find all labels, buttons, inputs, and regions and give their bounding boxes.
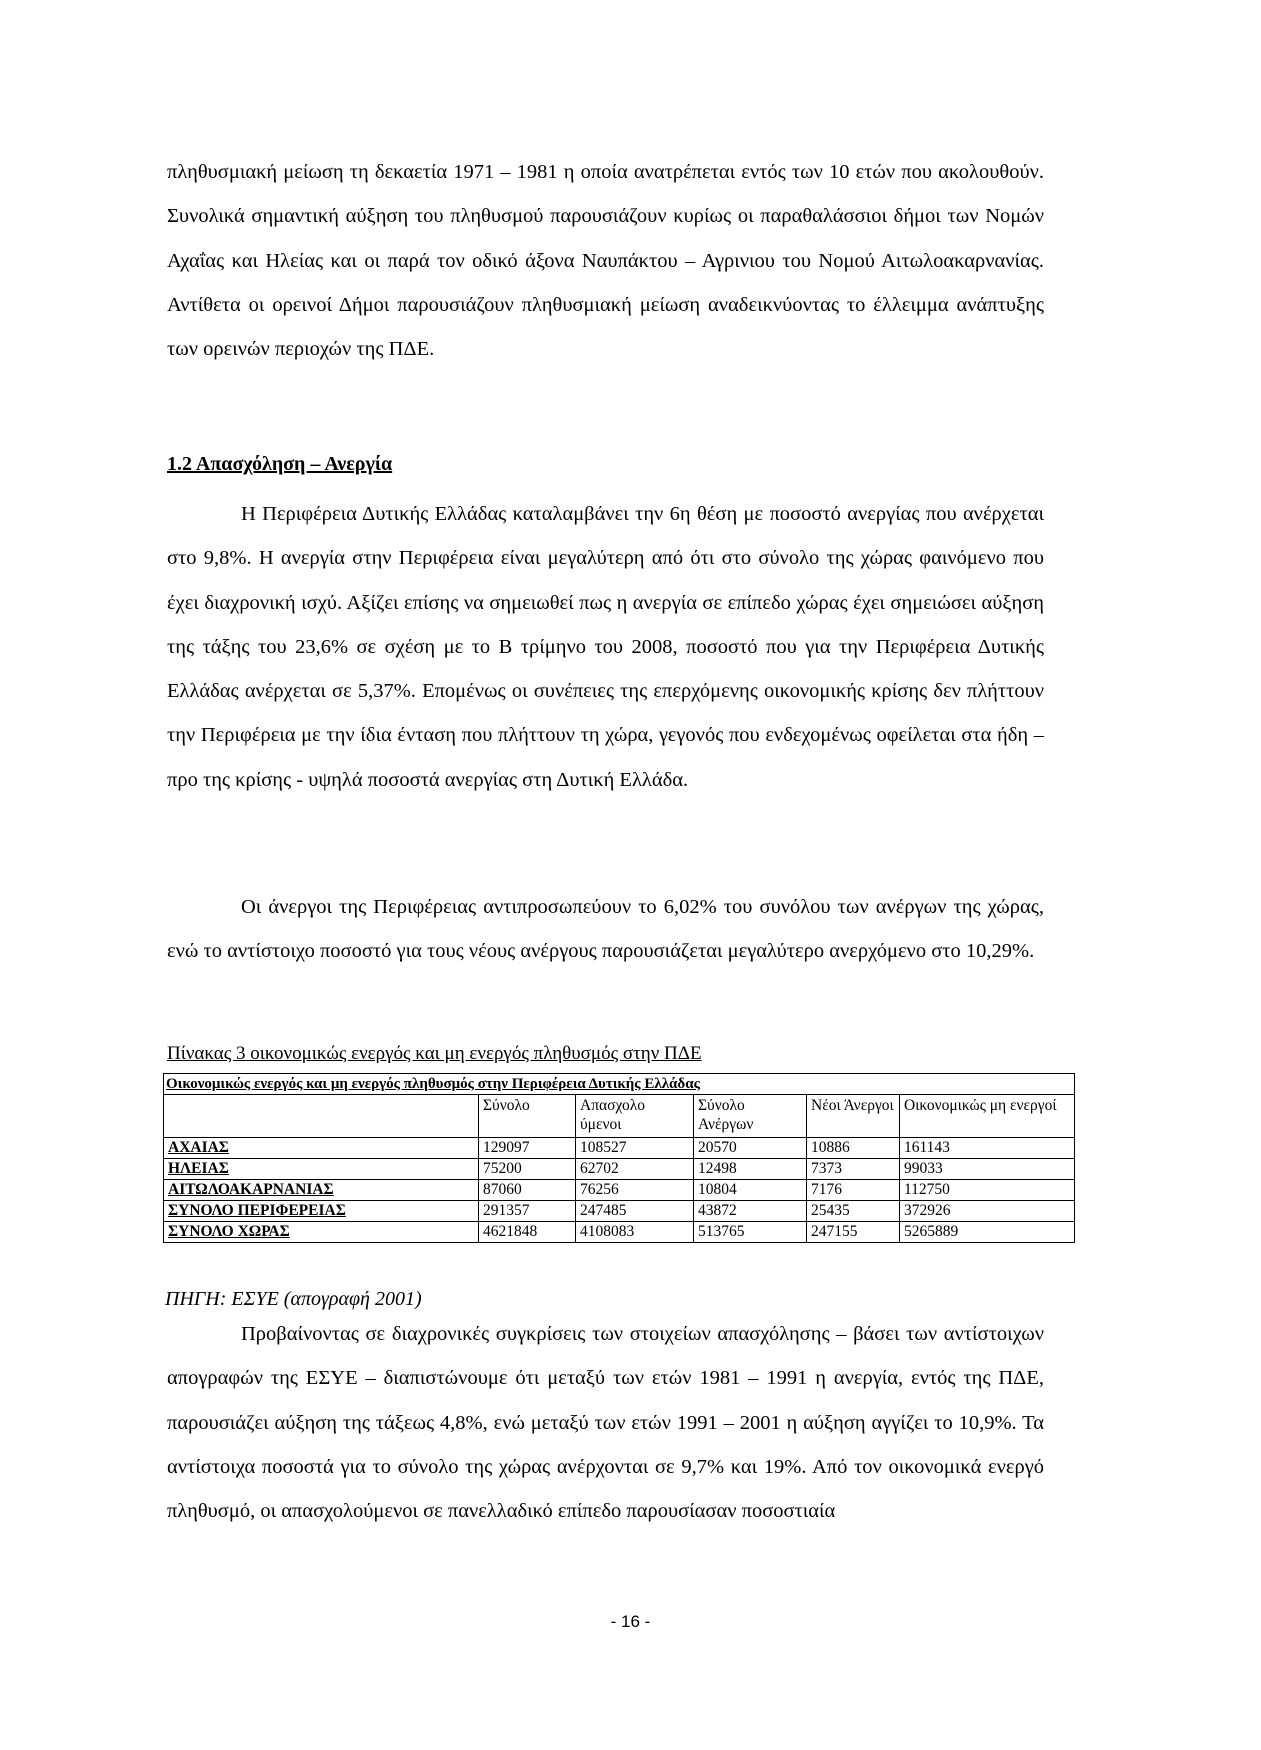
- table-cell: 129097: [479, 1138, 576, 1159]
- table-cell: 25435: [807, 1201, 900, 1222]
- page-number: - 16 -: [610, 1612, 651, 1631]
- section-heading-employment: 1.2 Απασχόληση – Ανεργία: [167, 453, 393, 475]
- table-row-label: ΑΙΤΩΛΟΑΚΑΡΝΑΝΙΑΣ: [164, 1180, 479, 1201]
- table-header-cell: Οικονομικώς μη ενεργοί: [900, 1095, 1075, 1138]
- table-title-row: [164, 1074, 1075, 1095]
- population-table: [163, 1073, 1075, 1243]
- table-row: [164, 1180, 1075, 1201]
- table-cell: 247485: [576, 1201, 694, 1222]
- paragraph-unemployed-share: Οι άνεργοι της Περιφέρειας αντιπροσωπεύουν το 6,02% του συνόλου των ανέργων της χώρας, ενώ το αντίστοιχο ποσοστό για τους νέους ανέργους παρουσιάζεται μεγαλύτερο ανερχόμενο στο 10,29%.: [167, 896, 1044, 963]
- table-header-cell: Σύνολο Ανέργων: [694, 1095, 807, 1138]
- table-cell: 5265889: [900, 1222, 1075, 1243]
- table-cell: 7373: [807, 1159, 900, 1180]
- table-row-label: ΗΛΕΙΑΣ: [164, 1159, 479, 1180]
- table-header-cell: Απασχολο ύμενοι: [576, 1095, 694, 1138]
- table-header-empty: [164, 1095, 479, 1138]
- table-row-label: ΑΧΑΙΑΣ: [164, 1138, 479, 1159]
- table-header-cell: Νέοι Άνεργοι: [807, 1095, 900, 1138]
- table-row-label: ΣΥΝΟΛΟ ΧΩΡΑΣ: [164, 1222, 479, 1243]
- table-cell: 372926: [900, 1201, 1075, 1222]
- paragraph-unemployment-rate: Η Περιφέρεια Δυτικής Ελλάδας καταλαμβάνει την 6η θέση με ποσοστό ανεργίας που ανέρχεται στο 9,8%. Η ανεργία στην Περιφέρεια είναι μεγαλύτερη από ότι στο σύνολο της χώρας φαινόμενο που έχει διαχρονική ισχύ. Αξίζει επίσης να σημειωθεί πως η ανεργία σε επίπεδο χώρας έχει σημειώσει αύξηση της τάξης του 23,6% σε σχέση με το Β τρίμηνο του 2008, ποσοστό που για την Περιφέρεια Δυτικής Ελλάδας ανέρχεται σε 5,37%. Επομένως οι συνέπειες της επερχόμενης οικονομικής κρίσης δεν πλήττουν την Περιφέρεια με την ίδια ένταση που πλήττουν τη χώρα, γεγονός που ενδεχομένως οφείλεται στα ήδη – προ της κρίσης - υψηλά ποσοστά ανεργίας στη Δυτική Ελλάδα.: [167, 503, 1044, 791]
- table-cell: 76256: [576, 1180, 694, 1201]
- table-cell: 10886: [807, 1138, 900, 1159]
- table-cell: 7176: [807, 1180, 900, 1201]
- table-cell: 62702: [576, 1159, 694, 1180]
- table-cell: 20570: [694, 1138, 807, 1159]
- table-caption: Πίνακας 3 οικονομικώς ενεργός και μη ενεργός πληθυσμός στην ΠΔΕ: [167, 1043, 702, 1064]
- table-cell: 161143: [900, 1138, 1075, 1159]
- table-header-cell: Σύνολο: [479, 1095, 576, 1138]
- table-cell: 12498: [694, 1159, 807, 1180]
- table-cell: 513765: [694, 1222, 807, 1243]
- table-cell: 99033: [900, 1159, 1075, 1180]
- table-cell: 87060: [479, 1180, 576, 1201]
- table-cell: 108527: [576, 1138, 694, 1159]
- table-header-row: [164, 1095, 1075, 1138]
- table-cell: 43872: [694, 1201, 807, 1222]
- table-row: [164, 1201, 1075, 1222]
- table-source: ΠΗΓΗ: ΕΣΥΕ (απογραφή 2001): [165, 1288, 422, 1310]
- table-row: [164, 1222, 1075, 1243]
- table-cell: 10804: [694, 1180, 807, 1201]
- table-cell: 4108083: [576, 1222, 694, 1243]
- population-table-container: [163, 1073, 1074, 1243]
- table-row-label: ΣΥΝΟΛΟ ΠΕΡΙΦΕΡΕΙΑΣ: [164, 1201, 479, 1222]
- table-cell: 291357: [479, 1201, 576, 1222]
- table-cell: 247155: [807, 1222, 900, 1243]
- table-cell: 75200: [479, 1159, 576, 1180]
- table-title: Οικονομικώς ενεργός και μη ενεργός πληθυσμός στην Περιφέρεια Δυτικής Ελλάδας: [164, 1074, 1075, 1095]
- paragraph-time-comparison: Προβαίνοντας σε διαχρονικές συγκρίσεις των στοιχείων απασχόλησης – βάσει των αντίστοιχων απογραφών της ΕΣΥΕ – διαπιστώνουμε ότι μεταξύ των ετών 1981 – 1991 η ανεργία, εντός της ΠΔΕ, παρουσιάζει αύξηση της τάξεως 4,8%, ενώ μεταξύ των ετών 1991 – 2001 η αύξηση αγγίζει το 10,9%. Τα αντίστοιχα ποσοστά για το σύνολο της χώρας ανέρχονται σε 9,7% και 19%. Από τον οικονομικά ενεργό πληθυσμό, οι απασχολούμενοι σε πανελλαδικό επίπεδο παρουσίασαν ποσοστιαία: [167, 1323, 1044, 1523]
- table-cell: 112750: [900, 1180, 1075, 1201]
- paragraph-population-decline: πληθυσμιακή μείωση τη δεκαετία 1971 – 1981 η οποία ανατρέπεται εντός των 10 ετών που ακολουθούν. Συνολικά σημαντική αύξηση του πληθυσμού παρουσιάζουν κυρίως οι παραθαλάσσιοι δήμοι των Νομών Αχαΐας και Ηλείας και οι παρά τον οδικό άξονα Ναυπάκτου – Αγρινιου του Νομού Αιτωλοακαρνανίας. Αντίθετα οι ορεινοί Δήμοι παρουσιάζουν πληθυσμιακή μείωση αναδεικνύοντας το έλλειμμα ανάπτυξης των ορεινών περιοχών της ΠΔΕ.: [167, 161, 1044, 361]
- table-row: [164, 1159, 1075, 1180]
- table-row: [164, 1138, 1075, 1159]
- table-cell: 4621848: [479, 1222, 576, 1243]
